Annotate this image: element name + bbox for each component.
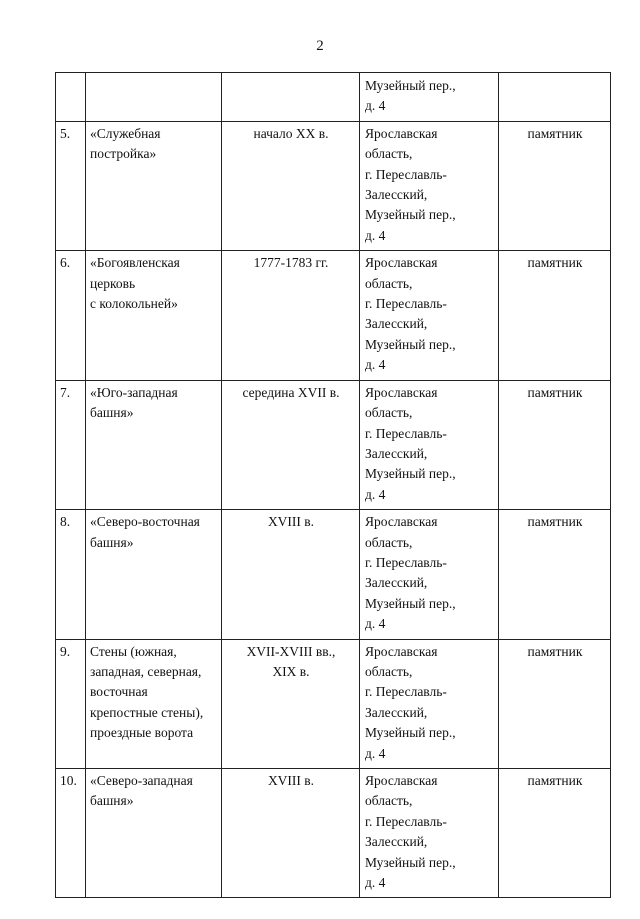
address-line: Музейный пер.,	[365, 595, 456, 611]
table-row	[56, 121, 611, 250]
address-line: Ярославская	[365, 384, 438, 400]
address-line: г. Переславль-	[365, 296, 447, 312]
address-line: г. Переславль-	[365, 166, 447, 182]
cell-name	[86, 73, 222, 122]
name-line: Стены (южная,	[90, 643, 177, 659]
name-line: проездные ворота	[90, 725, 194, 741]
cell-date	[222, 121, 360, 250]
cell-category	[499, 380, 611, 509]
address-line: д. 4	[365, 616, 386, 632]
cell-category	[499, 73, 611, 122]
address-line: Ярославская	[365, 773, 438, 788]
address-line: Залесский,	[365, 187, 428, 203]
cell-name	[86, 380, 222, 509]
address-line: Залесский,	[365, 834, 428, 850]
cell-address	[360, 639, 499, 768]
cell-category	[499, 251, 611, 380]
cell-name	[86, 121, 222, 250]
address-line: г. Переславль-	[365, 813, 447, 829]
cell-date	[222, 73, 360, 122]
address-line: Залесский,	[365, 575, 428, 591]
cell-category	[499, 769, 611, 898]
address-line: Музейный пер.,	[365, 725, 456, 741]
cell-number	[56, 380, 86, 509]
address-line: г. Переславль-	[365, 684, 447, 700]
table-row	[56, 251, 611, 380]
address-line: область,	[365, 146, 413, 162]
row-number: 7.	[60, 384, 71, 400]
row-number: 5.	[60, 125, 71, 141]
table-row	[56, 510, 611, 639]
name-line: «Богоявленская	[90, 255, 180, 271]
address-line: область,	[365, 534, 413, 550]
table-row	[56, 769, 611, 898]
name-line: церковь	[90, 275, 136, 291]
cell-name	[86, 639, 222, 768]
address-line: д. 4	[365, 357, 386, 373]
monuments-table	[55, 72, 611, 898]
address-line: Ярославская	[365, 514, 438, 530]
table-row	[56, 639, 611, 768]
cell-name	[86, 251, 222, 380]
table-row	[56, 380, 611, 509]
date-line: середина XVII в.	[242, 384, 340, 400]
date-line: XVII-XVIII вв.,	[246, 643, 336, 659]
cell-category	[499, 121, 611, 250]
name-line: западная, северная,	[90, 663, 202, 679]
name-line: «Служебная	[90, 125, 161, 141]
address-line: Ярославская	[365, 255, 438, 271]
name-line: башня»	[90, 405, 134, 421]
address-line: Ярославская	[365, 643, 438, 659]
address-line: Ярославская	[365, 125, 438, 141]
address-line: Залесский,	[365, 704, 428, 720]
address-line: область,	[365, 405, 413, 421]
date-line: 1777-1783 гг.	[253, 255, 329, 271]
address-line: д. 4	[365, 875, 386, 891]
cell-address	[360, 769, 499, 898]
name-line: восточная	[90, 684, 148, 700]
address-line: г. Переславль-	[365, 554, 447, 570]
address-line: Музейный пер.,	[365, 854, 456, 870]
cell-name	[86, 769, 222, 898]
category-label: памятник	[527, 125, 583, 141]
cell-date	[222, 769, 360, 898]
cell-number	[56, 510, 86, 639]
address-line: Музейный пер.,	[365, 207, 456, 223]
cell-category	[499, 510, 611, 639]
name-line: крепостные стены),	[90, 704, 204, 720]
address-line: г. Переславль-	[365, 425, 447, 441]
name-line: «Северо-западная	[90, 773, 193, 788]
date-line: XVIII в.	[267, 773, 315, 788]
table-row-continued	[56, 73, 611, 122]
cell-date	[222, 639, 360, 768]
name-line: «Северо-восточная	[90, 514, 200, 530]
cell-address	[360, 380, 499, 509]
cell-number	[56, 769, 86, 898]
monuments-table-body	[56, 73, 611, 898]
category-label: памятник	[527, 255, 583, 271]
cell-number	[56, 639, 86, 768]
cell-category	[499, 639, 611, 768]
address-line: Залесский,	[365, 316, 428, 332]
cell-address	[360, 251, 499, 380]
cell-name	[86, 510, 222, 639]
cell-address	[360, 73, 499, 122]
category-label: памятник	[527, 514, 583, 530]
address-line: область,	[365, 663, 413, 679]
address-line: д. 4	[365, 486, 386, 502]
cell-number	[56, 73, 86, 122]
name-line: башня»	[90, 534, 134, 550]
row-number: 8.	[60, 514, 71, 530]
cell-address	[360, 121, 499, 250]
cell-date	[222, 380, 360, 509]
name-line: постройка»	[90, 146, 157, 162]
row-number: 10.	[60, 773, 77, 788]
address-line: Залесский,	[365, 445, 428, 461]
row-number: 6.	[60, 255, 71, 271]
category-label: памятник	[527, 643, 583, 659]
cell-number	[56, 251, 86, 380]
address-line: область,	[365, 793, 413, 809]
date-line: XIX в.	[272, 663, 310, 679]
category-label: памятник	[527, 384, 583, 400]
address-line: Музейный пер.,	[365, 78, 456, 93]
row-number: 9.	[60, 643, 71, 659]
page-number: 2	[316, 38, 324, 54]
address-line: д. 4	[365, 745, 386, 761]
address-line: область,	[365, 275, 413, 291]
address-line: д. 4	[365, 98, 386, 114]
address-line: Музейный пер.,	[365, 466, 456, 482]
cell-date	[222, 510, 360, 639]
address-line: д. 4	[365, 227, 386, 243]
name-line: башня»	[90, 793, 134, 809]
cell-address	[360, 510, 499, 639]
date-line: XVIII в.	[267, 514, 315, 530]
category-label: памятник	[527, 773, 583, 788]
name-line: «Юго-западная	[90, 384, 178, 400]
name-line: с колокольней»	[90, 296, 178, 312]
cell-date	[222, 251, 360, 380]
date-line: начало XX в.	[253, 125, 329, 141]
address-line: Музейный пер.,	[365, 336, 456, 352]
cell-number	[56, 121, 86, 250]
